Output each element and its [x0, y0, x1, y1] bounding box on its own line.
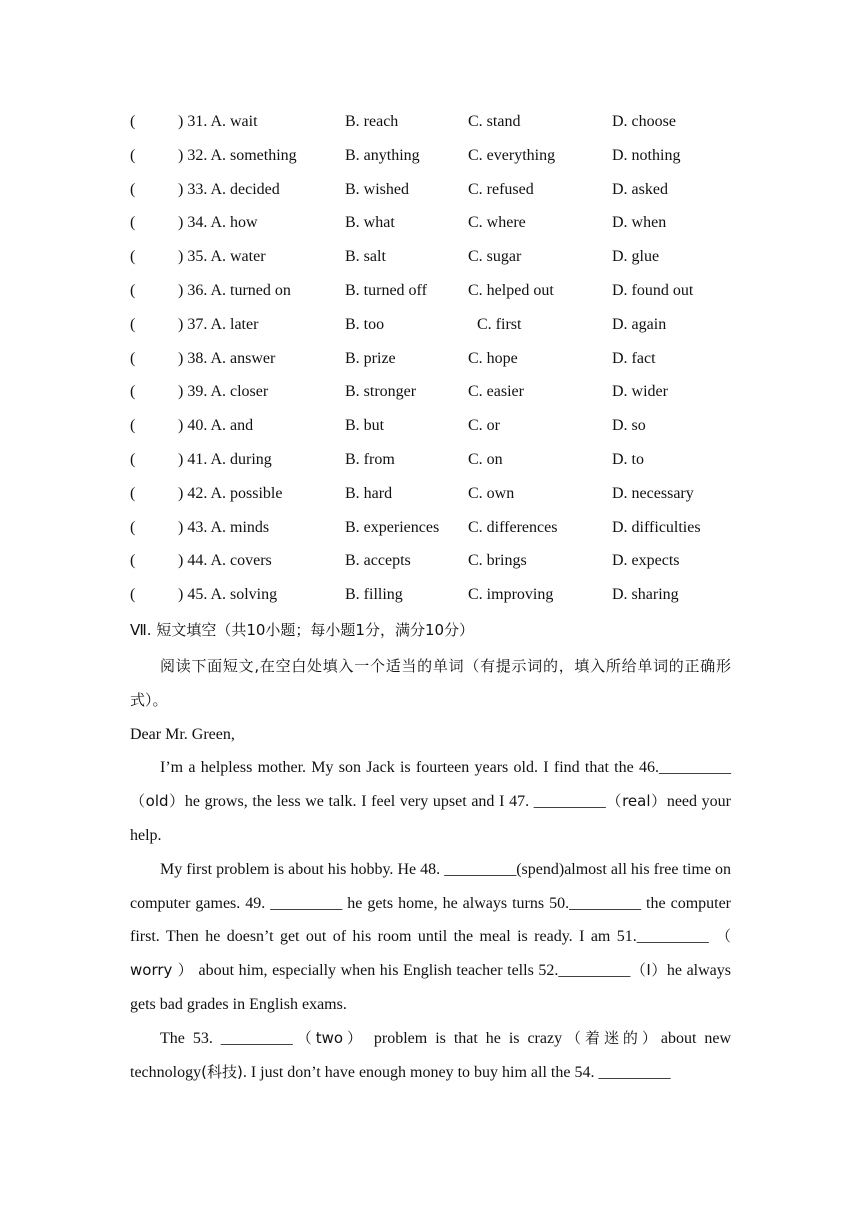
answer-bracket[interactable]: ( [130, 552, 136, 570]
option-b: B. accepts [345, 552, 411, 570]
question-row [130, 110, 750, 144]
option-b: B. prize [345, 349, 396, 367]
option-d: D. asked [612, 180, 668, 198]
option-a: ) 36. A. turned on [178, 281, 291, 299]
answer-bracket[interactable]: ( [130, 281, 136, 299]
option-a: ) 35. A. water [178, 248, 266, 266]
option-a: ) 40. A. and [178, 417, 254, 435]
answer-blank-50[interactable]: _________ [569, 894, 642, 912]
section-title: Ⅶ. 短文填空（共10小题；每小题1分，满分10分） [130, 621, 475, 639]
option-a: ) 38. A. answer [178, 349, 276, 367]
question-row [130, 482, 750, 516]
paragraph-2 [130, 853, 731, 1022]
option-b: B. stronger [345, 383, 417, 401]
answer-bracket[interactable]: ( [130, 349, 136, 367]
option-d: D. expects [612, 552, 680, 570]
answer-bracket[interactable]: ( [130, 586, 136, 604]
option-d: D. choose [612, 113, 676, 130]
section-instruction: 阅读下面短文,在空白处填入一个适当的单词（有提示词的，填入所给单词的正确形式）。 [130, 657, 731, 709]
option-d: D. wider [612, 383, 668, 401]
option-a: ) 42. A. possible [178, 484, 283, 502]
question-row [130, 279, 750, 313]
hint-word: (科技) [201, 1062, 243, 1081]
multiple-choice-list [130, 110, 750, 617]
text-run: he grows, the less we talk. I feel very upset and I 47. [184, 793, 534, 811]
option-a: ) 31. A. wait [178, 113, 258, 130]
option-d: D. necessary [612, 484, 694, 502]
text-run: about him, especially when his English teacher tells 52. [198, 962, 559, 980]
answer-bracket[interactable]: ( [130, 113, 136, 130]
option-d: D. glue [612, 248, 660, 266]
option-c: C. refused [468, 180, 534, 198]
answer-blank-54[interactable]: _________ [598, 1063, 671, 1081]
answer-bracket[interactable]: ( [130, 248, 136, 266]
option-c: C. or [468, 417, 500, 435]
option-c: C. differences [468, 518, 558, 536]
option-b: B. what [345, 214, 395, 232]
option-a: ) 33. A. decided [178, 180, 280, 198]
question-row [130, 414, 750, 448]
option-c: C. own [468, 484, 515, 502]
question-row [130, 583, 750, 617]
answer-blank-51[interactable]: _________ [636, 928, 709, 946]
hint-word: （ worry ） [130, 927, 731, 980]
answer-bracket[interactable]: ( [130, 417, 136, 435]
question-row [130, 347, 750, 381]
option-b: B. turned off [345, 281, 427, 299]
option-c: C. everything [468, 146, 556, 164]
passage [130, 650, 731, 1089]
answer-bracket[interactable]: ( [130, 450, 136, 468]
answer-bracket[interactable]: ( [130, 180, 136, 198]
option-b: B. hard [345, 484, 393, 502]
answer-blank-53[interactable]: _________ [220, 1029, 293, 1047]
hint-word: (spend) [516, 860, 565, 878]
option-d: D. when [612, 214, 667, 232]
question-row [130, 144, 750, 178]
question-row [130, 448, 750, 482]
answer-blank-52[interactable]: _________ [558, 962, 631, 980]
option-c: C. brings [468, 552, 527, 570]
option-d: D. nothing [612, 146, 681, 164]
option-d: D. sharing [612, 586, 679, 604]
question-row [130, 516, 750, 550]
option-d: D. found out [612, 281, 694, 299]
option-b: B. filling [345, 586, 403, 604]
option-b: B. wished [345, 180, 409, 198]
answer-blank-47[interactable]: _________ [533, 793, 606, 811]
option-a: ) 37. A. later [178, 315, 259, 333]
option-b: B. salt [345, 248, 386, 266]
text-run: . I just don’t have enough money to buy him all the 54. [242, 1063, 599, 1081]
text-run: he always gets bad grades in English exams. [130, 962, 731, 1013]
option-c: C. improving [468, 586, 554, 604]
paragraph-1 [130, 751, 731, 852]
option-d: D. to [612, 450, 644, 468]
option-b: B. too [345, 315, 385, 333]
option-c: C. on [468, 450, 503, 468]
answer-bracket[interactable]: ( [130, 315, 136, 333]
hint-word: （I） [630, 961, 667, 980]
option-c: C. sugar [468, 248, 522, 266]
text-run: he gets home, he always turns 50. [342, 894, 570, 912]
question-row [130, 313, 750, 347]
answer-bracket[interactable]: ( [130, 214, 136, 232]
option-a: ) 45. A. solving [178, 586, 278, 604]
text-run: need your help. [130, 793, 732, 844]
option-b: B. anything [345, 146, 420, 164]
text-run: problem is that he is crazy [365, 1029, 563, 1047]
option-c: C. hope [468, 349, 518, 367]
answer-bracket[interactable]: ( [130, 484, 136, 502]
option-c: C. easier [468, 383, 524, 401]
option-c: C. where [468, 214, 526, 232]
option-d: D. so [612, 417, 646, 435]
text-run: about new technology [130, 1029, 732, 1081]
answer-blank-46[interactable]: _________ [659, 759, 731, 777]
letter-greeting: Dear Mr. Green, [130, 725, 235, 743]
option-a: ) 41. A. during [178, 450, 272, 468]
option-c: C. stand [468, 113, 521, 130]
option-b: B. reach [345, 113, 399, 130]
text-run: The 53. [160, 1029, 221, 1047]
answer-bracket[interactable]: ( [130, 383, 136, 401]
option-b: B. but [345, 417, 385, 435]
option-a: ) 32. A. something [178, 146, 297, 164]
option-a: ) 43. A. minds [178, 518, 270, 536]
hint-word: （着迷的） [562, 1028, 661, 1047]
option-d: D. again [612, 315, 667, 333]
question-row [130, 549, 750, 583]
option-a: ) 39. A. closer [178, 383, 269, 401]
option-b: B. experiences [345, 518, 440, 536]
text-run: the computer first. Then he doesn’t get out of his room until the meal is ready. I am 51. [130, 894, 732, 946]
answer-bracket[interactable]: ( [130, 146, 136, 164]
question-row [130, 245, 750, 279]
option-c: C. helped out [468, 281, 554, 299]
question-row [130, 211, 750, 245]
answer-bracket[interactable]: ( [130, 518, 136, 536]
option-b: B. from [345, 450, 395, 468]
text-run: almost all his free time on computer games. 49. [130, 860, 732, 912]
question-row [130, 178, 750, 212]
paragraph-3 [130, 1022, 731, 1090]
text-run: I’m a helpless mother. My son Jack is fourteen years old. I find that the 46. [160, 759, 659, 777]
answer-blank-49[interactable]: _________ [270, 894, 343, 912]
hint-word: （old） [130, 792, 185, 811]
text-run: My first problem is about his hobby. He 48. [160, 860, 445, 878]
answer-blank-48[interactable]: _________ [444, 860, 517, 878]
option-a: ) 44. A. covers [178, 552, 272, 570]
option-d: D. difficulties [612, 518, 701, 536]
hint-word: （real） [605, 792, 667, 811]
option-a: ) 34. A. how [178, 214, 258, 232]
question-row [130, 380, 750, 414]
hint-word: （two） [292, 1028, 366, 1047]
option-c: C. first [477, 315, 522, 333]
option-d: D. fact [612, 349, 656, 367]
